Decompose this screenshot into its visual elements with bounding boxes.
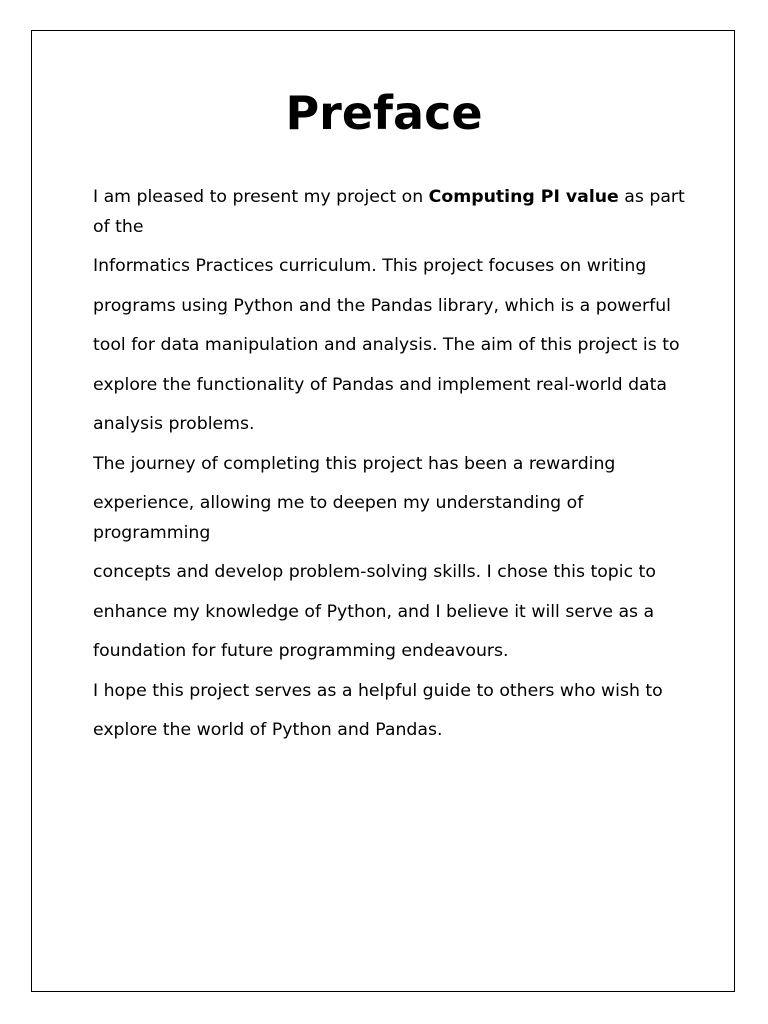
paragraph: programs using Python and the Pandas library, which is a powerful bbox=[93, 295, 671, 316]
paragraph: enhance my knowledge of Python, and I believe it will serve as a bbox=[93, 601, 655, 622]
paragraph: The journey of completing this project has been a rewarding bbox=[93, 453, 616, 474]
paragraph: explore the functionality of Pandas and implement real-world data bbox=[93, 374, 667, 395]
preface-body bbox=[93, 183, 685, 756]
intro-text-before: I am pleased to present my project on bbox=[93, 187, 429, 207]
project-title-bold: Computing PI value bbox=[428, 187, 619, 207]
paragraph: tool for data manipulation and analysis. The aim of this project is to bbox=[93, 335, 680, 355]
paragraph: I hope this project serves as a helpful guide to others who wish to bbox=[93, 680, 663, 701]
paragraph: analysis problems. bbox=[93, 414, 255, 434]
paragraph: concepts and develop problem-solving skills. I chose this topic to bbox=[93, 562, 656, 582]
paragraph: Informatics Practices curriculum. This project focuses on writing bbox=[93, 256, 647, 276]
paragraph: experience, allowing me to deepen my understanding of programming bbox=[93, 493, 584, 543]
intro-text-after: as part of the bbox=[93, 187, 685, 237]
paragraph: explore the world of Python and Pandas. bbox=[93, 720, 443, 740]
paragraph-intro bbox=[93, 183, 685, 242]
page-title: Preface bbox=[285, 86, 483, 140]
paragraph: foundation for future programming endeavours. bbox=[93, 641, 509, 661]
